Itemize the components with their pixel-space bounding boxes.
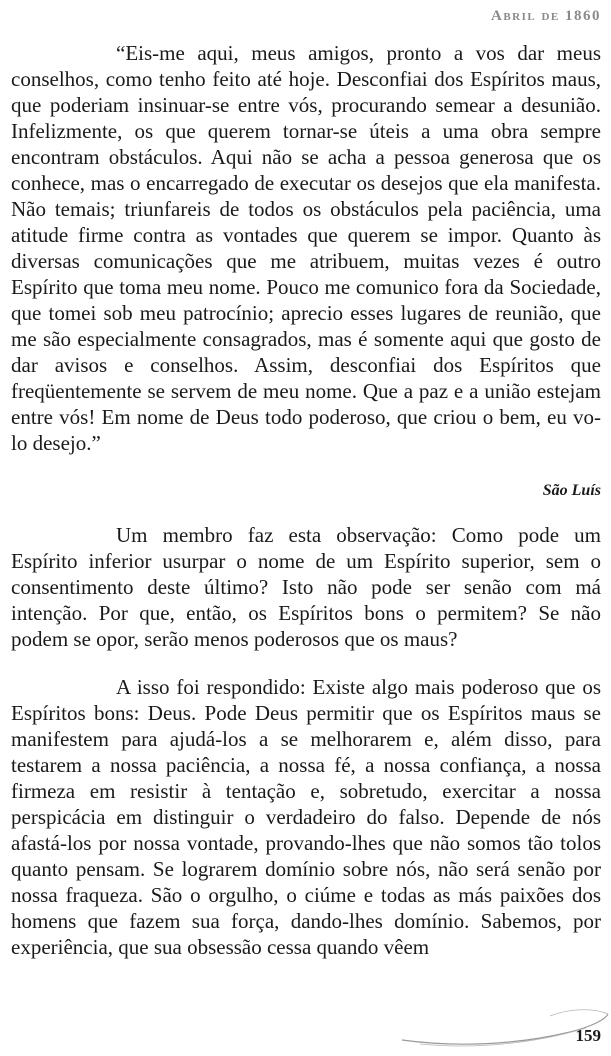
page-number: 159 <box>575 1026 601 1045</box>
page-footer <box>0 996 611 1056</box>
paragraph-message: “Eis-me aqui, meus amigos, pronto a vos dar meus conselhos, como tenho feito até hoje. Desconfiai dos Espíritos maus, que poderiam insinuar-se entre vós, procurando semear a desunião. Infelizmente, os que querem tornar-se úteis a uma obra sempre encontram obstáculos. Aqui não se acha a pessoa generosa que os conhece, mas o encarregado de executar os desejos que ela manifesta. Não temais; triunfareis de todos os obstáculos pela paciência, uma atitude firme contra as vontades que querem se impor. Quanto às diversas comunicações que me atribuem, muitas vezes é outro Espírito que toma meu nome. Pouco me comunico fora da Sociedade, que tomei sob meu patrocínio; aprecio esses lugares de reunião, que me são especialmente consagrados, mas é somente aqui que gosto de dar avisos e conselhos. Assim, desconfiai dos Espíritos que freqüentemente se servem de meu nome. Que a paz e a união estejam entre vós! Em nome de Deus todo poderoso, que criou o bem, eu vo-lo desejo.” <box>11 41 601 455</box>
paragraph-observation: Um membro faz esta observação: Como pode um Espírito inferior usurpar o nome de um Espírito superior, sem o consentimento deste último? Isto não pode ser senão com má intenção. Por que, então, os Espíritos bons o permitem? Se não podem se opor, serão menos poderosos que os maus? <box>11 523 601 651</box>
paragraph-answer: A isso foi respondido: Existe algo mais poderoso que os Espíritos bons: Deus. Pode Deus permitir que os Espíritos maus se manifestem para ajudá-los a se melhorarem e, além disso, para testarem a nossa paciência, a nossa fé, a nossa confiança, a nossa firmeza em resistir à tentação e, sobretudo, exercitar a nossa perspicácia em distinguir o verdadeiro do falso. Depende de nós afastá-los por nossa vontade, provando-lhes que não somos tão tolos quanto pensam. Se lograrem domínio sobre nós, não será senão por nossa fraqueza. São o orgulho, o ciúme e todas as más paixões dos homens que fazem sua força, dando-lhes domínio. Sabemos, por experiência, que sua obsessão cessa quando vêem <box>11 675 601 959</box>
running-header: Abril de 1860 <box>490 8 601 24</box>
paragraph-gap <box>11 652 601 674</box>
signature: São Luís <box>542 482 601 499</box>
page-body <box>11 40 601 960</box>
